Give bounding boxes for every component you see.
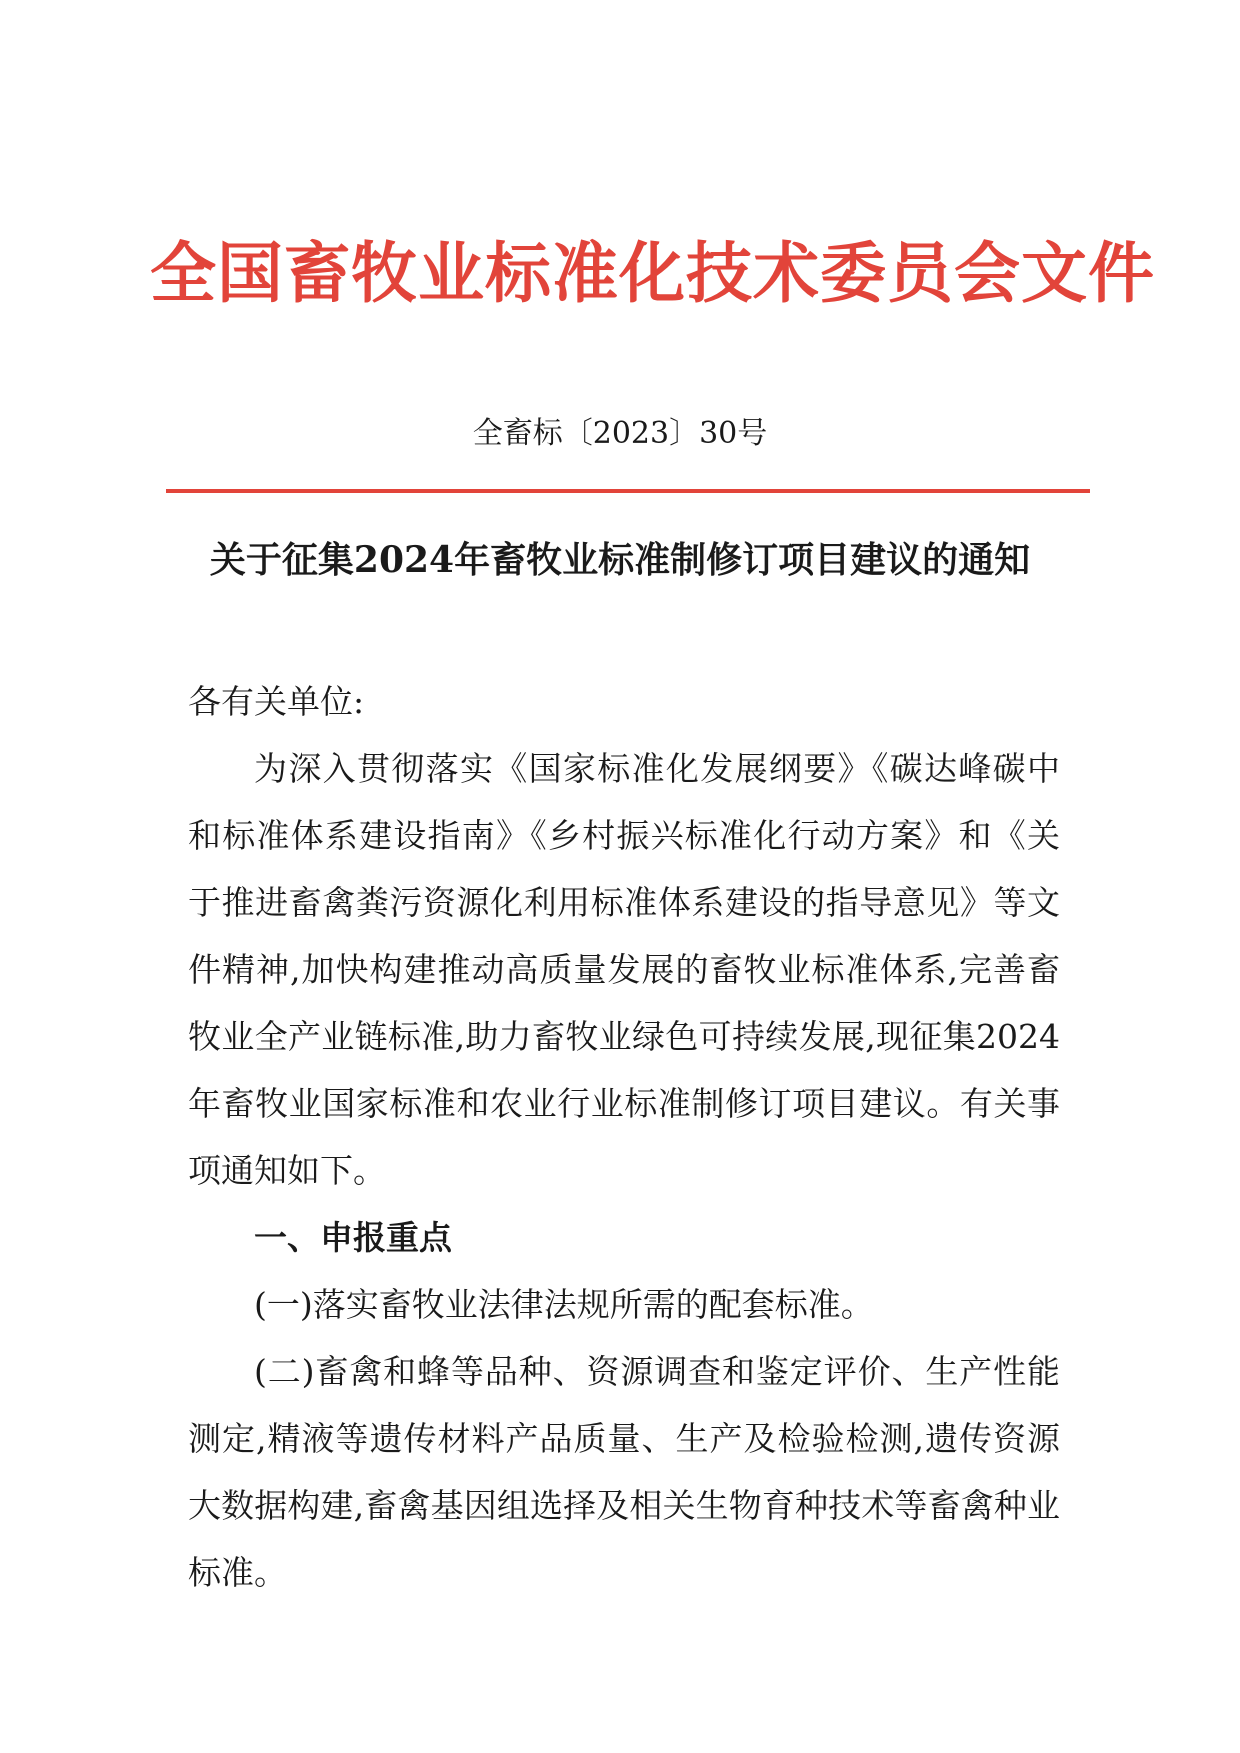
salutation: 各有关单位: — [188, 682, 365, 721]
intro-paragraph: 为深入贯彻落实《国家标准化发展纲要》《碳达峰碳中和标准体系建设指南》《乡村振兴标准化行动方案》和《关于推进畜禽粪污资源化利用标准体系建设的指导意见》等文件精神,加快构建推动高质量发展的畜牧业标准体系,完善畜牧业全产业链标准,助力畜牧业绿色可持续发展,现征集2024年畜牧业国家标准和农业行业标准制修订项目建议。有关事项通知如下。 — [188, 749, 1060, 1190]
document-number: 全畜标〔2023〕30号 — [472, 416, 768, 451]
section-heading-1: 一、申报重点 — [254, 1218, 452, 1257]
list-item-1: (一)落实畜牧业法律法规所需的配套标准。 — [254, 1285, 874, 1324]
list-item-2: (二)畜禽和蜂等品种、资源调查和鉴定评价、生产性能测定,精液等遗传材料产品质量、生产及检验检测,遗传资源大数据构建,畜禽基因组选择及相关生物育种技术等畜禽种业标准。 — [188, 1352, 1060, 1592]
red-divider-line — [166, 489, 1090, 493]
notice-title: 关于征集2024年畜牧业标准制修订项目建议的通知 — [209, 539, 1031, 581]
issuer-header-title: 全国畜牧业标准化技术委员会文件 — [150, 234, 1155, 312]
document-body — [188, 668, 1060, 1606]
